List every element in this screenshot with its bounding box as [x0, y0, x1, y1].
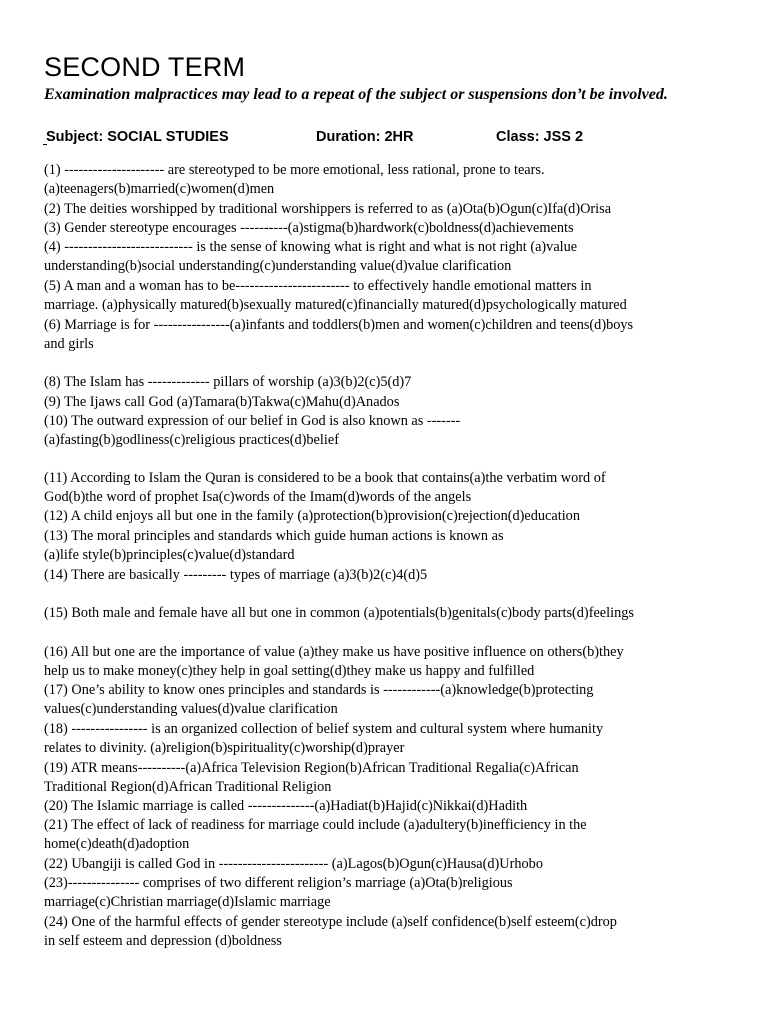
question-line: (22) Ubangiji is called God in ----------------------- (a)Lagos(b)Ogun(c)Hausa(d)Urhobo	[44, 856, 543, 872]
question-item	[44, 238, 724, 277]
question-line: (5) A man and a woman has to be------------------------ to effectively handle emotional matters in	[44, 278, 592, 294]
question-line: (6) Marriage is for ----------------(a)infants and toddlers(b)men and women(c)children and teens(d)boys	[44, 317, 634, 333]
question-line: (16) All but one are the importance of value (a)they make us have positive influence on others(b)they	[44, 644, 624, 660]
question-item	[44, 720, 724, 759]
question-line: (8) The Islam has ------------- pillars of worship (a)3(b)2(c)5(d)7	[44, 374, 412, 390]
question-item	[44, 566, 724, 585]
class-label: Class: JSS 2	[496, 129, 584, 145]
question-item	[44, 373, 724, 392]
question-item	[44, 200, 724, 219]
question-line: (12) A child enjoys all but one in the family (a)protection(b)provision(c)rejection(d)education	[44, 508, 580, 524]
question-line: marriage. (a)physically matured(b)sexually matured(c)financially matured(d)psychologically matured	[44, 297, 627, 314]
question-item	[44, 643, 724, 682]
question-line: (3) Gender stereotype encourages ----------(a)stigma(b)hardwork(c)boldness(d)achievements	[44, 220, 574, 236]
question-line: help us to make money(c)they help in goal setting(d)they make us happy and fulfilled	[44, 663, 535, 680]
question-line: (15) Both male and female have all but one in common (a)potentials(b)genitals(c)body parts(d)feelings	[44, 605, 634, 621]
malpractice-warning: Examination malpractices may lead to a repeat of the subject or suspensions don’t be involved.	[44, 86, 668, 103]
question-item	[44, 161, 724, 200]
question-item	[44, 913, 724, 952]
exam-meta-row	[44, 128, 724, 148]
question-line: God(b)the word of prophet Isa(c)words of the Imam(d)words of the angels	[44, 489, 472, 506]
subject-label: Subject: SOCIAL STUDIES	[46, 129, 229, 145]
question-line: (13) The moral principles and standards which guide human actions is known as	[44, 528, 504, 544]
question-item	[44, 277, 724, 316]
question-line: marriage(c)Christian marriage(d)Islamic marriage	[44, 894, 331, 911]
question-item	[44, 527, 724, 566]
question-line: (14) There are basically --------- types of marriage (a)3(b)2(c)4(d)5	[44, 567, 428, 583]
question-item	[44, 816, 724, 855]
question-line: (21) The effect of lack of readiness for marriage could include (a)adultery(b)inefficiency in the	[44, 817, 587, 833]
question-line: (2) The deities worshipped by traditional worshippers is referred to as (a)Ota(b)Ogun(c)Ifa(d)Orisa	[44, 201, 612, 217]
question-item	[44, 874, 724, 913]
question-line: (a)teenagers(b)married(c)women(d)men	[44, 181, 275, 198]
question-line: (17) One’s ability to know ones principles and standards is ------------(a)knowledge(b)protecting	[44, 682, 594, 698]
question-line: in self esteem and depression (d)boldness	[44, 933, 282, 950]
question-item	[44, 681, 724, 720]
page-title: SECOND TERM	[44, 52, 246, 82]
question-line: (18) ---------------- is an organized collection of belief system and cultural system where humanity	[44, 721, 604, 737]
question-line: (11) According to Islam the Quran is considered to be a book that contains(a)the verbatim word of	[44, 470, 606, 486]
question-line: (23)--------------- comprises of two different religion’s marriage (a)Ota(b)religious	[44, 875, 513, 891]
question-item	[44, 604, 724, 623]
question-line: (19) ATR means----------(a)Africa Television Region(b)African Traditional Regalia(c)African	[44, 760, 579, 776]
question-line: (1) --------------------- are stereotyped to be more emotional, less rational, prone to tears.	[44, 162, 545, 178]
duration-label: Duration: 2HR	[316, 129, 414, 145]
question-item	[44, 219, 724, 238]
question-line: (20) The Islamic marriage is called --------------(a)Hadiat(b)Hajid(c)Nikkai(d)Hadith	[44, 798, 528, 814]
question-line: understanding(b)social understanding(c)understanding value(d)value clarification	[44, 258, 512, 275]
question-line: (10) The outward expression of our belief in God is also known as -------	[44, 413, 461, 429]
question-item	[44, 393, 724, 412]
question-line: home(c)death(d)adoption	[44, 836, 190, 853]
question-item	[44, 316, 724, 355]
question-line: and girls	[44, 336, 94, 353]
question-line: Traditional Region(d)African Traditional Religion	[44, 779, 332, 796]
question-line: (4) --------------------------- is the sense of knowing what is right and what is not right (a)value	[44, 239, 578, 255]
question-line: (a)life style(b)principles(c)value(d)standard	[44, 547, 295, 564]
question-item	[44, 855, 724, 874]
question-item	[44, 469, 724, 508]
question-item	[44, 797, 724, 816]
question-line: (a)fasting(b)godliness(c)religious practices(d)belief	[44, 432, 339, 449]
question-line: relates to divinity. (a)religion(b)spirituality(c)worship(d)prayer	[44, 740, 405, 757]
question-item	[44, 412, 724, 451]
question-line: values(c)understanding values(d)value clarification	[44, 701, 338, 718]
question-item	[44, 759, 724, 798]
question-item	[44, 507, 724, 526]
question-line: (24) One of the harmful effects of gender stereotype include (a)self confidence(b)self esteem(c)drop	[44, 914, 617, 930]
question-line: (9) The Ijaws call God (a)Tamara(b)Takwa(c)Mahu(d)Anados	[44, 394, 400, 410]
